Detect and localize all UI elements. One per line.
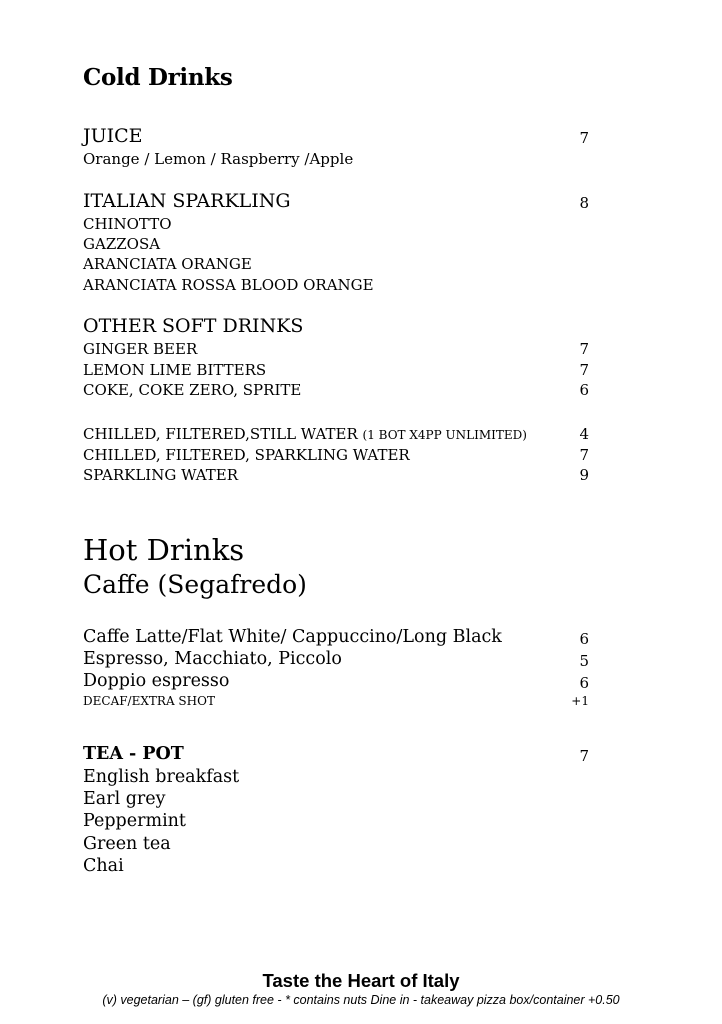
footer-tagline: Taste the Heart of Italy [262, 970, 460, 991]
cold-drinks-heading: Cold Drinks [83, 64, 233, 91]
list-item [83, 425, 527, 443]
item-price: 9 [579, 466, 589, 484]
caffe-subheading: Caffe (Segafredo) [83, 570, 307, 599]
tea-pot-price: 7 [579, 747, 589, 765]
list-item: Peppermint [83, 811, 186, 831]
list-item: Earl grey [83, 789, 166, 809]
list-item: ARANCIATA ROSSA BLOOD ORANGE [83, 276, 374, 294]
italian-sparkling-heading: ITALIAN SPARKLING [83, 190, 291, 212]
juice-detail: Orange / Lemon / Raspberry /Apple [83, 150, 354, 168]
item-price: 5 [579, 652, 589, 670]
item-price: 7 [579, 361, 589, 379]
list-item: COKE, COKE ZERO, SPRITE [83, 381, 302, 399]
tea-pot-heading: TEA - POT [83, 744, 184, 764]
list-item: Doppio espresso [83, 671, 230, 691]
item-price: 7 [579, 446, 589, 464]
other-soft-drinks-heading: OTHER SOFT DRINKS [83, 315, 304, 337]
list-item: Chai [83, 856, 124, 876]
list-item: English breakfast [83, 767, 240, 787]
list-item: GINGER BEER [83, 340, 198, 358]
italian-sparkling-price: 8 [579, 194, 589, 212]
item-price: 6 [579, 381, 589, 399]
list-item: CHINOTTO [83, 215, 172, 233]
list-item: Green tea [83, 834, 171, 854]
list-item: CHILLED, FILTERED, SPARKLING WATER [83, 446, 410, 464]
item-price: 4 [579, 425, 589, 443]
list-item: GAZZOSA [83, 235, 161, 253]
extra-shot-price: +1 [571, 694, 589, 708]
juice-price: 7 [579, 129, 589, 147]
item-price: 6 [579, 630, 589, 648]
list-item: ARANCIATA ORANGE [83, 255, 252, 273]
list-item: SPARKLING WATER [83, 466, 239, 484]
extra-shot-label: DECAF/EXTRA SHOT [83, 694, 215, 708]
juice-heading: JUICE [83, 125, 143, 147]
item-note: (1 BOT X4PP UNLIMITED) [362, 428, 527, 442]
list-item: Caffe Latte/Flat White/ Cappuccino/Long Black [83, 627, 502, 647]
item-price: 6 [579, 674, 589, 692]
item-price: 7 [579, 340, 589, 358]
footer-legend: (v) vegetarian – (gf) gluten free - * contains nuts Dine in - takeaway pizza box/container +0.50 [102, 993, 620, 1007]
list-item: Espresso, Macchiato, Piccolo [83, 649, 342, 669]
hot-drinks-heading: Hot Drinks [83, 533, 245, 567]
item-name: CHILLED, FILTERED,STILL WATER [83, 425, 358, 443]
list-item: LEMON LIME BITTERS [83, 361, 267, 379]
